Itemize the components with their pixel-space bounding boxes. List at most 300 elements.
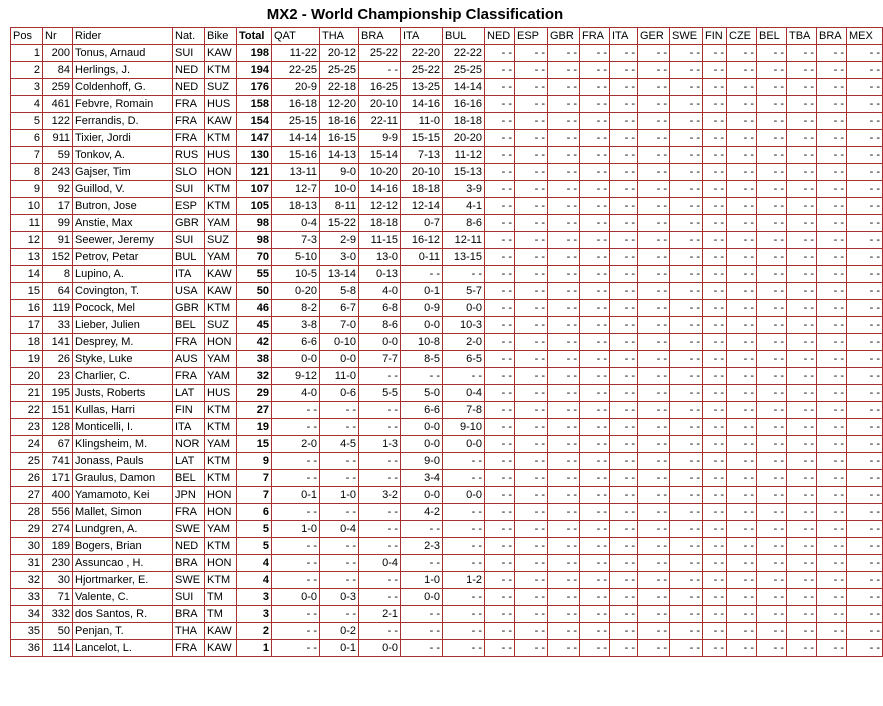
cell-round-result: 18-13 <box>272 198 320 215</box>
cell-round-result: 3-9 <box>443 181 485 198</box>
cell-round-result: - - <box>580 555 610 572</box>
cell-round-result: - - <box>580 130 610 147</box>
cell-nat: NED <box>173 62 205 79</box>
cell-total: 46 <box>237 300 272 317</box>
cell-bike: KTM <box>205 572 237 589</box>
col-header-rider: Rider <box>73 28 173 45</box>
cell-round-result: - - <box>485 419 515 436</box>
col-header-round: TBA <box>787 28 817 45</box>
cell-round-result: - - <box>703 96 727 113</box>
cell-bike: YAM <box>205 351 237 368</box>
cell-round-result: - - <box>610 640 638 657</box>
cell-nat: RUS <box>173 147 205 164</box>
cell-round-result: - - <box>638 232 670 249</box>
cell-round-result: - - <box>727 62 757 79</box>
cell-nr: 141 <box>43 334 73 351</box>
cell-round-result: - - <box>610 521 638 538</box>
cell-round-result: - - <box>817 266 847 283</box>
cell-bike: KAW <box>205 283 237 300</box>
cell-rider: Klingsheim, M. <box>73 436 173 453</box>
cell-round-result: 0-4 <box>272 215 320 232</box>
cell-nr: 99 <box>43 215 73 232</box>
cell-round-result: 22-18 <box>320 79 359 96</box>
cell-round-result: - - <box>485 164 515 181</box>
cell-round-result: - - <box>485 232 515 249</box>
cell-round-result: - - <box>757 487 787 504</box>
cell-round-result: - - <box>703 147 727 164</box>
cell-round-result: - - <box>703 419 727 436</box>
table-row <box>11 232 883 249</box>
cell-round-result: 0-0 <box>443 300 485 317</box>
cell-nr: 91 <box>43 232 73 249</box>
col-header-round: ESP <box>515 28 548 45</box>
cell-round-result: - - <box>757 470 787 487</box>
cell-round-result: - - <box>670 504 703 521</box>
cell-round-result: - - <box>817 96 847 113</box>
cell-round-result: - - <box>485 351 515 368</box>
cell-round-result: - - <box>485 334 515 351</box>
cell-bike: KAW <box>205 266 237 283</box>
cell-round-result: - - <box>670 589 703 606</box>
cell-round-result: - - <box>847 419 883 436</box>
table-row <box>11 283 883 300</box>
cell-bike: HUS <box>205 385 237 402</box>
cell-round-result: 16-25 <box>359 79 401 96</box>
cell-round-result: - - <box>610 504 638 521</box>
table-row <box>11 538 883 555</box>
cell-round-result: 5-10 <box>272 249 320 266</box>
cell-round-result: 9-9 <box>359 130 401 147</box>
cell-rider: Anstie, Max <box>73 215 173 232</box>
cell-round-result: - - <box>670 351 703 368</box>
cell-round-result: - - <box>580 45 610 62</box>
table-row <box>11 62 883 79</box>
cell-nr: 556 <box>43 504 73 521</box>
cell-total: 70 <box>237 249 272 266</box>
cell-round-result: - - <box>757 606 787 623</box>
cell-round-result: - - <box>638 283 670 300</box>
cell-pos: 6 <box>11 130 43 147</box>
cell-round-result: - - <box>847 402 883 419</box>
cell-round-result: - - <box>485 62 515 79</box>
cell-round-result: - - <box>847 504 883 521</box>
cell-nat: LAT <box>173 453 205 470</box>
cell-round-result: 1-0 <box>401 572 443 589</box>
cell-nr: 332 <box>43 606 73 623</box>
cell-round-result: - - <box>817 487 847 504</box>
cell-nr: 67 <box>43 436 73 453</box>
cell-round-result: 0-10 <box>320 334 359 351</box>
cell-nr: 200 <box>43 45 73 62</box>
cell-round-result: - - <box>548 62 580 79</box>
cell-round-result: - - <box>485 640 515 657</box>
table-row <box>11 623 883 640</box>
cell-round-result: - - <box>548 300 580 317</box>
cell-round-result: - - <box>515 334 548 351</box>
cell-round-result: 0-0 <box>272 351 320 368</box>
cell-round-result: - - <box>515 147 548 164</box>
cell-round-result: - - <box>548 385 580 402</box>
cell-round-result: 6-8 <box>359 300 401 317</box>
cell-round-result: - - <box>817 606 847 623</box>
cell-round-result: - - <box>787 249 817 266</box>
cell-round-result: - - <box>638 300 670 317</box>
cell-round-result: - - <box>359 521 401 538</box>
cell-total: 121 <box>237 164 272 181</box>
cell-round-result: - - <box>703 402 727 419</box>
header-row <box>11 28 883 45</box>
cell-round-result: - - <box>638 368 670 385</box>
cell-round-result: - - <box>515 385 548 402</box>
cell-round-result: - - <box>638 317 670 334</box>
cell-round-result: - - <box>359 589 401 606</box>
cell-round-result: - - <box>727 555 757 572</box>
cell-round-result: - - <box>703 249 727 266</box>
cell-round-result: - - <box>787 96 817 113</box>
cell-bike: HON <box>205 164 237 181</box>
cell-rider: Coldenhoff, G. <box>73 79 173 96</box>
cell-round-result: - - <box>670 470 703 487</box>
cell-round-result: - - <box>817 504 847 521</box>
cell-round-result: - - <box>610 317 638 334</box>
cell-total: 50 <box>237 283 272 300</box>
cell-round-result: - - <box>757 266 787 283</box>
cell-nr: 259 <box>43 79 73 96</box>
cell-round-result: - - <box>727 436 757 453</box>
cell-round-result: - - <box>443 470 485 487</box>
cell-round-result: - - <box>727 215 757 232</box>
cell-round-result: - - <box>670 453 703 470</box>
cell-round-result: - - <box>638 538 670 555</box>
col-header-bike: Bike <box>205 28 237 45</box>
table-row <box>11 130 883 147</box>
cell-round-result: - - <box>670 521 703 538</box>
cell-round-result: - - <box>757 249 787 266</box>
cell-pos: 8 <box>11 164 43 181</box>
cell-bike: KTM <box>205 470 237 487</box>
cell-round-result: 25-25 <box>443 62 485 79</box>
cell-round-result: - - <box>727 538 757 555</box>
cell-round-result: - - <box>670 402 703 419</box>
cell-round-result: 1-3 <box>359 436 401 453</box>
cell-round-result: 3-0 <box>320 249 359 266</box>
cell-round-result: - - <box>757 79 787 96</box>
cell-round-result: - - <box>787 385 817 402</box>
table-row <box>11 198 883 215</box>
table-row <box>11 164 883 181</box>
cell-nat: SUI <box>173 589 205 606</box>
cell-round-result: - - <box>515 402 548 419</box>
table-row <box>11 504 883 521</box>
cell-round-result: - - <box>515 504 548 521</box>
cell-total: 130 <box>237 147 272 164</box>
table-row <box>11 487 883 504</box>
cell-round-result: - - <box>727 606 757 623</box>
cell-bike: KTM <box>205 198 237 215</box>
cell-round-result: - - <box>787 436 817 453</box>
col-header-round: BRA <box>359 28 401 45</box>
cell-round-result: - - <box>787 487 817 504</box>
cell-round-result: - - <box>580 402 610 419</box>
cell-pos: 10 <box>11 198 43 215</box>
cell-nat: USA <box>173 283 205 300</box>
cell-round-result: 9-10 <box>443 419 485 436</box>
cell-round-result: - - <box>485 283 515 300</box>
cell-round-result: - - <box>703 198 727 215</box>
cell-round-result: - - <box>610 368 638 385</box>
cell-round-result: - - <box>703 640 727 657</box>
cell-round-result: - - <box>817 470 847 487</box>
cell-round-result: - - <box>515 521 548 538</box>
cell-round-result: - - <box>359 453 401 470</box>
cell-round-result: - - <box>580 62 610 79</box>
cell-round-result: 18-18 <box>359 215 401 232</box>
cell-round-result: - - <box>548 317 580 334</box>
cell-round-result: - - <box>670 300 703 317</box>
cell-round-result: - - <box>847 62 883 79</box>
cell-round-result: - - <box>703 538 727 555</box>
cell-round-result: - - <box>757 334 787 351</box>
table-row <box>11 300 883 317</box>
cell-round-result: - - <box>670 368 703 385</box>
cell-round-result: - - <box>401 606 443 623</box>
cell-round-result: - - <box>610 147 638 164</box>
cell-nr: 151 <box>43 402 73 419</box>
cell-rider: Assuncao , H. <box>73 555 173 572</box>
cell-round-result: - - <box>580 96 610 113</box>
cell-rider: Bogers, Brian <box>73 538 173 555</box>
cell-round-result: - - <box>787 504 817 521</box>
cell-nat: BEL <box>173 470 205 487</box>
cell-round-result: - - <box>485 96 515 113</box>
cell-round-result: - - <box>515 249 548 266</box>
cell-round-result: 1-2 <box>443 572 485 589</box>
cell-round-result: - - <box>727 351 757 368</box>
cell-rider: Seewer, Jeremy <box>73 232 173 249</box>
col-header-round: THA <box>320 28 359 45</box>
cell-round-result: - - <box>638 521 670 538</box>
cell-round-result: - - <box>817 181 847 198</box>
cell-round-result: - - <box>670 640 703 657</box>
table-row <box>11 572 883 589</box>
cell-round-result: - - <box>610 453 638 470</box>
cell-round-result: - - <box>272 555 320 572</box>
cell-round-result: - - <box>727 521 757 538</box>
table-row <box>11 79 883 96</box>
cell-round-result: - - <box>787 351 817 368</box>
cell-rider: Febvre, Romain <box>73 96 173 113</box>
cell-round-result: - - <box>727 249 757 266</box>
cell-round-result: - - <box>703 385 727 402</box>
cell-round-result: - - <box>703 436 727 453</box>
cell-round-result: - - <box>847 623 883 640</box>
cell-round-result: - - <box>727 368 757 385</box>
cell-bike: HUS <box>205 96 237 113</box>
cell-round-result: - - <box>320 453 359 470</box>
cell-round-result: - - <box>515 113 548 130</box>
cell-nat: FRA <box>173 130 205 147</box>
cell-rider: Charlier, C. <box>73 368 173 385</box>
cell-round-result: - - <box>670 113 703 130</box>
cell-nr: 23 <box>43 368 73 385</box>
cell-nat: BRA <box>173 555 205 572</box>
cell-round-result: - - <box>787 215 817 232</box>
cell-round-result: - - <box>485 623 515 640</box>
cell-nr: 128 <box>43 419 73 436</box>
cell-bike: KTM <box>205 538 237 555</box>
cell-round-result: 11-15 <box>359 232 401 249</box>
cell-total: 3 <box>237 606 272 623</box>
cell-round-result: - - <box>443 521 485 538</box>
cell-round-result: - - <box>515 232 548 249</box>
cell-bike: KTM <box>205 402 237 419</box>
cell-round-result: - - <box>638 96 670 113</box>
table-row <box>11 334 883 351</box>
cell-round-result: - - <box>610 402 638 419</box>
cell-round-result: 0-20 <box>272 283 320 300</box>
cell-round-result: - - <box>272 453 320 470</box>
cell-round-result: - - <box>670 385 703 402</box>
cell-round-result: - - <box>485 215 515 232</box>
cell-total: 29 <box>237 385 272 402</box>
cell-rider: Jonass, Pauls <box>73 453 173 470</box>
cell-round-result: - - <box>443 555 485 572</box>
col-header-round: GBR <box>548 28 580 45</box>
cell-round-result: 0-0 <box>401 589 443 606</box>
col-header-round: NED <box>485 28 515 45</box>
cell-round-result: - - <box>580 232 610 249</box>
cell-round-result: - - <box>817 368 847 385</box>
cell-round-result: 0-1 <box>401 283 443 300</box>
cell-round-result: - - <box>638 79 670 96</box>
cell-round-result: - - <box>359 623 401 640</box>
cell-pos: 31 <box>11 555 43 572</box>
cell-round-result: - - <box>580 215 610 232</box>
cell-round-result: - - <box>757 215 787 232</box>
cell-round-result: - - <box>847 334 883 351</box>
cell-round-result: - - <box>703 555 727 572</box>
cell-round-result: - - <box>320 606 359 623</box>
cell-round-result: - - <box>580 181 610 198</box>
cell-round-result: - - <box>787 453 817 470</box>
cell-round-result: - - <box>727 453 757 470</box>
cell-total: 4 <box>237 555 272 572</box>
cell-round-result: - - <box>787 181 817 198</box>
cell-rider: Guillod, V. <box>73 181 173 198</box>
cell-round-result: - - <box>817 45 847 62</box>
cell-round-result: - - <box>847 589 883 606</box>
cell-round-result: 5-7 <box>443 283 485 300</box>
cell-round-result: 12-7 <box>272 181 320 198</box>
cell-nat: AUS <box>173 351 205 368</box>
cell-round-result: - - <box>703 623 727 640</box>
cell-total: 32 <box>237 368 272 385</box>
cell-rider: Mallet, Simon <box>73 504 173 521</box>
cell-bike: SUZ <box>205 79 237 96</box>
cell-round-result: - - <box>757 181 787 198</box>
cell-round-result: - - <box>515 419 548 436</box>
cell-pos: 19 <box>11 351 43 368</box>
cell-round-result: - - <box>847 215 883 232</box>
cell-round-result: - - <box>359 419 401 436</box>
cell-round-result: - - <box>548 113 580 130</box>
cell-round-result: - - <box>638 606 670 623</box>
cell-round-result: 0-0 <box>359 640 401 657</box>
cell-rider: Desprey, M. <box>73 334 173 351</box>
cell-pos: 28 <box>11 504 43 521</box>
cell-round-result: - - <box>548 147 580 164</box>
cell-round-result: - - <box>485 385 515 402</box>
cell-nat: JPN <box>173 487 205 504</box>
cell-round-result: - - <box>847 640 883 657</box>
table-row <box>11 96 883 113</box>
cell-round-result: 2-0 <box>443 334 485 351</box>
cell-round-result: 13-25 <box>401 79 443 96</box>
col-header-total: Total <box>237 28 272 45</box>
cell-pos: 22 <box>11 402 43 419</box>
table-row <box>11 368 883 385</box>
cell-nat: SUI <box>173 232 205 249</box>
cell-round-result: - - <box>580 589 610 606</box>
cell-nr: 741 <box>43 453 73 470</box>
cell-bike: HON <box>205 334 237 351</box>
cell-bike: YAM <box>205 368 237 385</box>
cell-round-result: - - <box>757 147 787 164</box>
cell-round-result: - - <box>638 334 670 351</box>
cell-round-result: - - <box>670 538 703 555</box>
cell-round-result: 3-4 <box>401 470 443 487</box>
cell-round-result: - - <box>443 589 485 606</box>
cell-round-result: - - <box>847 351 883 368</box>
cell-round-result: 8-6 <box>443 215 485 232</box>
cell-round-result: - - <box>757 538 787 555</box>
cell-round-result: - - <box>787 402 817 419</box>
cell-round-result: 13-11 <box>272 164 320 181</box>
cell-round-result: - - <box>515 300 548 317</box>
cell-round-result: - - <box>515 62 548 79</box>
cell-round-result: - - <box>847 283 883 300</box>
cell-round-result: - - <box>638 249 670 266</box>
cell-round-result: - - <box>817 113 847 130</box>
cell-round-result: - - <box>787 521 817 538</box>
cell-round-result: - - <box>847 147 883 164</box>
cell-round-result: 0-0 <box>320 351 359 368</box>
cell-pos: 3 <box>11 79 43 96</box>
cell-round-result: - - <box>703 606 727 623</box>
cell-round-result: - - <box>817 215 847 232</box>
cell-round-result: 20-10 <box>359 96 401 113</box>
cell-round-result: - - <box>757 232 787 249</box>
cell-round-result: - - <box>787 640 817 657</box>
col-header-round: MEX <box>847 28 883 45</box>
cell-round-result: 0-1 <box>320 640 359 657</box>
cell-rider: Valente, C. <box>73 589 173 606</box>
table-row <box>11 45 883 62</box>
cell-round-result: - - <box>485 504 515 521</box>
cell-nat: FRA <box>173 113 205 130</box>
cell-round-result: - - <box>847 572 883 589</box>
cell-round-result: - - <box>610 589 638 606</box>
cell-round-result: 4-0 <box>359 283 401 300</box>
cell-round-result: - - <box>757 45 787 62</box>
cell-pos: 27 <box>11 487 43 504</box>
cell-round-result: - - <box>485 589 515 606</box>
cell-round-result: - - <box>580 147 610 164</box>
cell-round-result: - - <box>401 555 443 572</box>
cell-round-result: - - <box>817 572 847 589</box>
cell-nr: 92 <box>43 181 73 198</box>
cell-round-result: - - <box>817 164 847 181</box>
